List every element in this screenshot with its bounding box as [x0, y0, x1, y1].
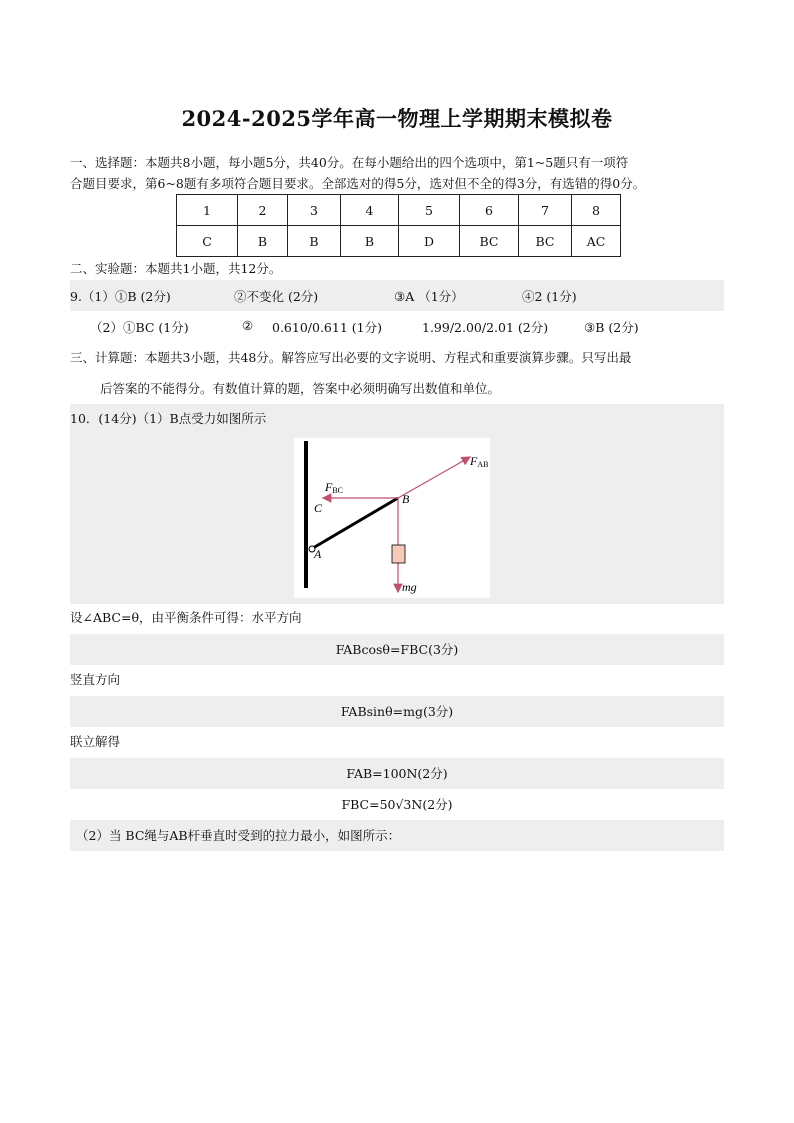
q10-setup-text: 设∠ABC=θ，由平衡条件可得：水平方向 — [70, 610, 302, 625]
table-cell: BC — [460, 226, 519, 257]
table-cell: 6 — [460, 195, 519, 226]
section1-text-line1: 一、选择题：本题共8小题，每小题5分，共40分。在每小题给出的四个选项中，第1~5题只有一项符 — [70, 155, 629, 170]
q9-answer-2-1: （2）①BC (1分) — [90, 320, 189, 335]
answer-table — [176, 194, 621, 257]
q9-answer-2-4: 1.99/2.00/2.01 (2分) — [422, 320, 549, 335]
q9-answer-1-4: ④2 (1分) — [522, 289, 577, 304]
table-cell: 1 — [177, 195, 238, 226]
table-cell: 5 — [399, 195, 460, 226]
equation-1 — [70, 634, 724, 665]
label-mg: mg — [402, 580, 417, 594]
table-cell: 8 — [572, 195, 621, 226]
q9-answer-1-1: 9.（1）①B (2分) — [70, 289, 171, 304]
combine-label: 联立解得 — [70, 734, 121, 749]
page-title: 2024-2025学年高一物理上学期期末模拟卷 — [181, 106, 613, 131]
answer-table-number-row — [177, 195, 621, 226]
table-cell: BC — [519, 226, 572, 257]
q10-header: 10．(14分)（1）B点受力如图所示 — [70, 411, 267, 426]
section1-text-line2: 合题目要求，第6~8题有多项符合题目要求。全部选对的得5分，选对但不全的得3分，有选错的得0分。 — [70, 176, 646, 191]
label-fab: FAB — [470, 454, 489, 469]
table-cell: AC — [572, 226, 621, 257]
equation-3 — [70, 758, 724, 789]
section3-text-line2: 后答案的不能得分。有数值计算的题，答案中必须明确写出数值和单位。 — [100, 381, 501, 396]
q10-part2-row — [70, 820, 724, 851]
table-cell: 2 — [238, 195, 288, 226]
q9-row2 — [70, 311, 724, 342]
table-cell: B — [341, 226, 399, 257]
equation-4 — [70, 789, 724, 820]
table-cell: D — [399, 226, 460, 257]
label-c: C — [314, 501, 323, 515]
label-a: A — [314, 547, 322, 561]
q9-answer-2-3: 0.610/0.611 (1分) — [272, 320, 382, 335]
table-cell: 4 — [341, 195, 399, 226]
table-cell: B — [288, 226, 341, 257]
q10-part2-text: （2）当 BC绳与AB杆垂直时受到的拉力最小，如图所示： — [76, 828, 401, 843]
section2-heading: 二、实验题：本题共1小题，共12分。 — [70, 261, 282, 276]
label-b: B — [402, 492, 410, 506]
table-cell: 7 — [519, 195, 572, 226]
equation-2-text: FABsinθ=mg(3分) — [340, 704, 454, 719]
q9-answer-1-2: ②不变化 (2分) — [234, 289, 319, 304]
label-fbc: FBC — [325, 480, 344, 495]
q9-answer-2-5: ③B (2分) — [584, 320, 639, 335]
table-cell: C — [177, 226, 238, 257]
table-cell: B — [238, 226, 288, 257]
hanging-block — [392, 545, 405, 563]
equation-1-text: FABcosθ=FBC(3分) — [335, 642, 459, 657]
section3-text-line1: 三、计算题：本题共3小题，共48分。解答应写出必要的文字说明、方程式和重要演算步骤。只写出最 — [70, 350, 632, 365]
vertical-direction-label: 竖直方向 — [70, 672, 121, 687]
equation-3-text: FAB=100N(2分) — [346, 766, 448, 781]
q9-answer-1-3: ③A （1分） — [394, 289, 464, 304]
q9-row1 — [70, 280, 724, 311]
equation-2 — [70, 696, 724, 727]
force-diagram — [294, 438, 490, 598]
table-cell: 3 — [288, 195, 341, 226]
answer-table-answer-row — [177, 226, 621, 257]
equation-4-text: FBC=50√3N(2分) — [341, 797, 453, 812]
q9-answer-2-2: ② — [242, 318, 254, 333]
